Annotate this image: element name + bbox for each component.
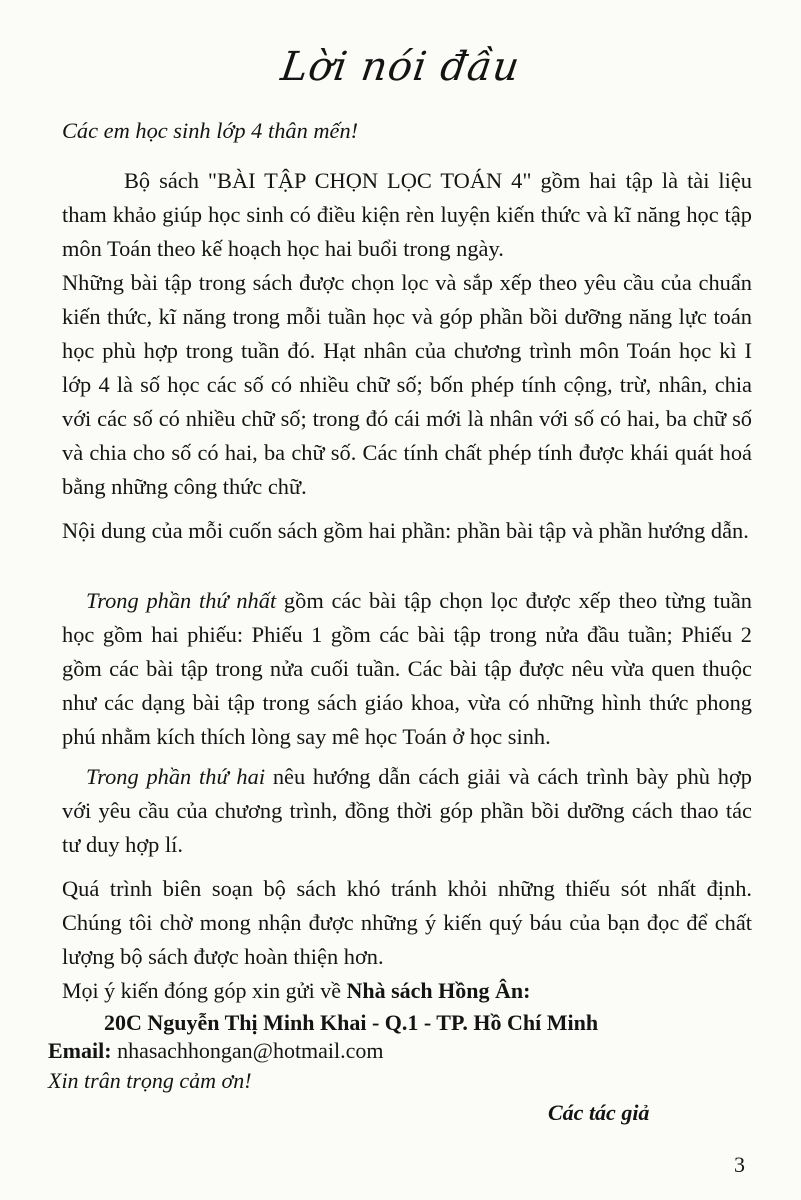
signature: Các tác giả [548,1100,650,1125]
part-two-lead: Trong phần thứ hai [86,764,266,789]
part-one-text: gồm các bài tập chọn lọc được xếp theo từng tuần học gồm hai phiếu: Phiếu 1 gồm các bài tập trong nửa đầu tuần; Phiếu 2 gồm các bài tập trong nửa cuối tuần. Các bài tập được nêu vừa quen thuộc như các dạng bài tập trong sách giáo khoa, vừa có những hình thức phong phú nhằm kích thích lòng say mê học Toán ở học sinh. [62,588,752,749]
content-paragraph: Những bài tập trong sách được chọn lọc và sắp xếp theo yêu cầu của chuẩn kiến thức, kĩ năng trong mỗi tuần học và góp phần bồi dưỡng năng lực toán học phù hợp trong tuần đó. Hạt nhân của chương trình môn Toán học kì I lớp 4 là số học các số có nhiều chữ số; bốn phép tính cộng, trừ, nhân, chia với các số có nhiều chữ số; trong đó cái mới là nhân với số có hai, ba chữ số và chia cho số có hai, ba chữ số. Các tính chất phép tính được khái quát hoá bằng những công thức chữ. [62,270,752,499]
part-one-lead: Trong phần thứ nhất [86,588,277,613]
page-title: Lời nói đầu [278,44,523,90]
page-number: 3 [734,1152,745,1177]
email-address: nhasachhongan@hotmail.com [111,1038,384,1063]
part-one-paragraph [62,584,752,754]
email-line [48,1038,384,1064]
email-label: Email: [48,1038,112,1063]
part-two-text: nêu hướng dẫn cách giải và cách trình bày phù hợp với yêu cầu của chương trình, đồng thời góp phần bồi dưỡng cách thao tác tư duy hợp lí. [62,764,752,857]
part-two-paragraph [62,760,752,862]
publisher-address: 20C Nguyễn Thị Minh Khai - Q.1 - TP. Hồ Chí Minh [104,1010,599,1035]
closing-paragraph: Quá trình biên soạn bộ sách khó tránh khỏi những thiếu sót nhất định. Chúng tôi chờ mong nhận được những ý kiến quý báu của bạn đọc để chất lượng bộ sách được hoàn thiện hơn. [62,876,752,969]
contact-line [62,978,530,1004]
structure-paragraph: Nội dung của mỗi cuốn sách gồm hai phần: phần bài tập và phần hướng dẫn. [62,518,749,543]
greeting: Các em học sinh lớp 4 thân mến! [62,118,359,143]
publisher-name: Nhà sách Hồng Ân: [346,978,531,1003]
thanks-line: Xin trân trọng cảm ơn! [48,1068,252,1093]
intro-paragraph: Bộ sách "BÀI TẬP CHỌN LỌC TOÁN 4" gồm hai tập là tài liệu tham khảo giúp học sinh có điều kiện rèn luyện kiến thức và kĩ năng học tập môn Toán theo kế hoạch học hai buổi trong ngày. [62,168,752,261]
contact-intro: Mọi ý kiến đóng góp xin gửi về [62,978,347,1003]
